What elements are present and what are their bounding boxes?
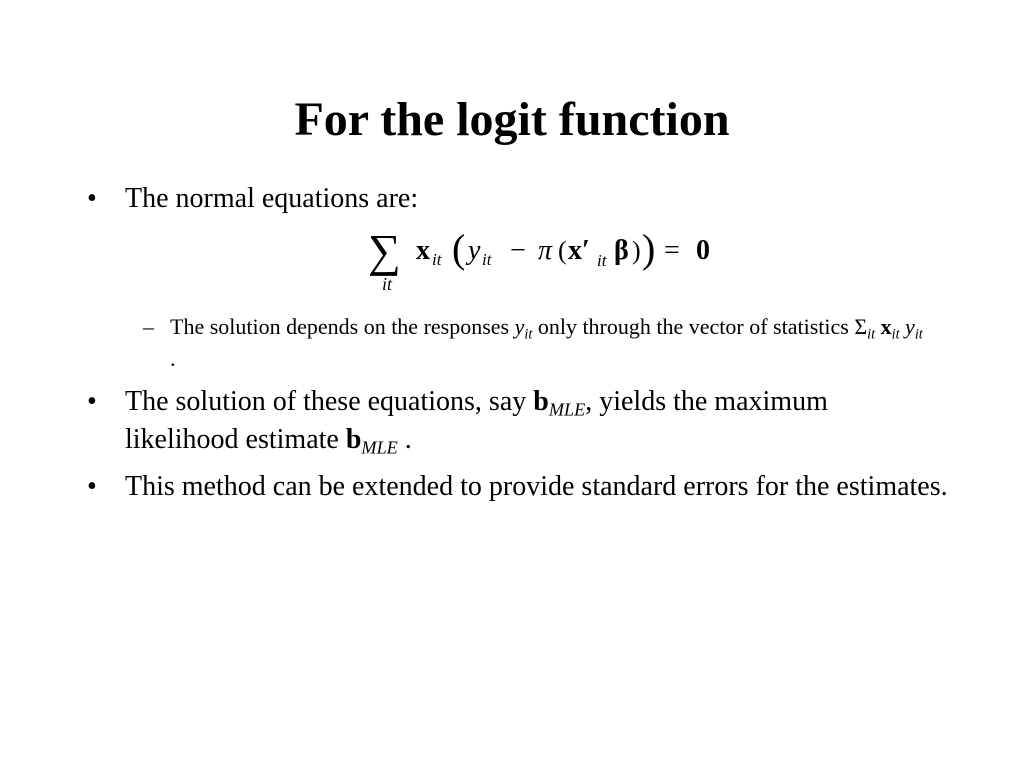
bullet3-text: This method can be extended to provide standard errors for the estimates.: [125, 471, 948, 502]
sum-symbol: ∑: [368, 226, 401, 276]
slide-title: For the logit function: [294, 93, 730, 146]
eq-close-paren: ): [642, 226, 656, 271]
bullet2-text-before: The solution of these equations, say: [125, 386, 534, 417]
sub-y2: y: [905, 314, 915, 339]
eq-beta: β: [614, 235, 629, 266]
sum-index: it: [382, 274, 393, 294]
eq-x-prime-sub: it: [597, 251, 607, 270]
normal-equation: [368, 226, 728, 298]
sub-text-mid: only through the vector of statistics: [532, 314, 855, 339]
bullet2-b2: b: [345, 424, 362, 455]
bullet2-b-sub: MLE: [548, 399, 586, 420]
eq-inner-open: (: [558, 236, 567, 265]
sub-y-index: it: [524, 326, 533, 343]
equation-svg: [368, 226, 728, 298]
eq-x-prime: x′: [568, 235, 590, 266]
dash-marker: –: [143, 314, 154, 339]
eq-y-sub: it: [482, 250, 492, 269]
sub-period: .: [170, 346, 176, 371]
eq-y: y: [468, 235, 481, 266]
bullet-solution-mle: [87, 383, 845, 459]
eq-inner-close: ): [632, 236, 641, 265]
sub-sigma-index: it: [867, 326, 876, 343]
sub-y2-index: it: [914, 326, 923, 343]
eq-pi: π: [538, 235, 553, 266]
sub-sigma: Σ: [854, 314, 868, 339]
bullet-normal-equations: [87, 180, 965, 218]
sub-bullet-solution-statistics: [143, 311, 930, 375]
sub-y: y: [514, 314, 525, 339]
bullet-marker: •: [87, 471, 97, 502]
eq-zero: 0: [696, 235, 710, 266]
eq-x-sub: it: [432, 250, 442, 269]
eq-x: x: [416, 235, 430, 266]
bullet-text: The normal equations are:: [125, 183, 419, 214]
eq-equals: =: [664, 235, 680, 266]
sub-text-before: The solution depends on the responses: [170, 314, 515, 339]
sub-x: x: [880, 314, 892, 339]
bullet-standard-errors: [87, 468, 965, 506]
bullet-marker: •: [87, 183, 97, 214]
bullet2-b2-sub: MLE: [361, 437, 398, 458]
eq-open-paren: (: [452, 226, 466, 271]
bullet2-text-mid: , yields the maximum likelihood estimate: [125, 386, 828, 455]
eq-minus: −: [510, 235, 526, 266]
bullet2-period: .: [397, 424, 412, 455]
sub-x-index: it: [891, 326, 900, 343]
bullet2-b: b: [533, 386, 549, 417]
bullet-marker: •: [87, 386, 97, 417]
